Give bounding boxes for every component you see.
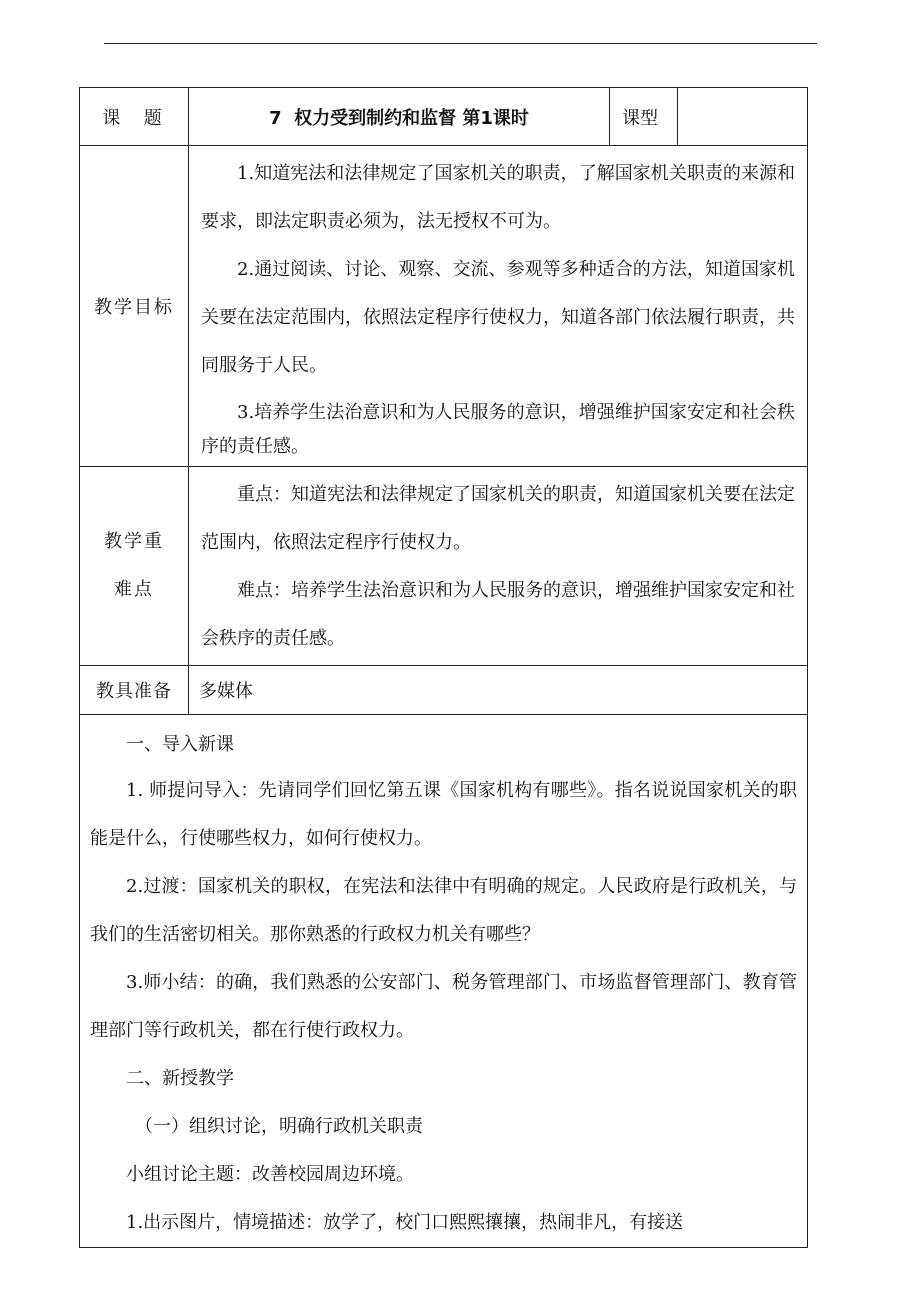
tools-label: 教具准备 xyxy=(80,666,189,715)
goals-content xyxy=(189,146,808,467)
key-points-label-line1: 教学重 xyxy=(104,531,164,552)
key-point-focus: 重点：知道宪法和法律规定了国家机关的职责，知道国家机关要在法定范围内，依照法定程序行使权力。 xyxy=(201,484,795,553)
key-points-label-line2: 难点 xyxy=(114,579,154,600)
lesson-title: 7 权力受到制约和监督 第1课时 xyxy=(189,88,610,146)
discussion-topic: 小组讨论主题：改善校园周边环境。 xyxy=(126,1164,414,1185)
section-intro-heading: 一、导入新课 xyxy=(126,734,234,755)
section-new-heading: 二、新授教学 xyxy=(126,1068,234,1089)
key-points-content xyxy=(189,467,808,666)
tools-row xyxy=(80,666,808,715)
key-points-row xyxy=(80,467,808,666)
goal-item-1: 1.知道宪法和法律规定了国家机关的职责，了解国家机关职责的来源和要求，即法定职责必须为，法无授权不可为。 xyxy=(201,163,795,232)
topic-label: 课 题 xyxy=(80,88,189,146)
topic-row xyxy=(80,88,808,146)
process-row xyxy=(80,715,808,1248)
subsection-heading: （一）组织讨论，明确行政机关职责 xyxy=(135,1116,423,1137)
goal-item-3: 3.培养学生法治意识和为人民服务的意识，增强维护国家安定和社会秩序的责任感。 xyxy=(201,402,795,457)
lesson-plan-table xyxy=(79,87,808,1248)
process-step-1: 1. 师提问导入：先请同学们回忆第五课《国家机构有哪些》。指名说说国家机关的职能是什么，行使哪些权力，如何行使权力。 xyxy=(90,780,797,849)
key-points-label xyxy=(80,467,189,666)
process-step-3: 3.师小结：的确，我们熟悉的公安部门、税务管理部门、市场监督管理部门、教育管理部门等行政机关，都在行使行政权力。 xyxy=(90,972,797,1041)
tools-value: 多媒体 xyxy=(189,666,808,715)
header-rule xyxy=(104,43,817,44)
goals-row xyxy=(80,146,808,467)
teaching-process xyxy=(80,715,808,1248)
goals-label: 教学目标 xyxy=(80,146,189,467)
key-point-difficulty: 难点：培养学生法治意识和为人民服务的意识，增强维护国家安定和社会秩序的责任感。 xyxy=(201,580,795,649)
lesson-type-value xyxy=(678,88,808,146)
goal-item-2: 2.通过阅读、讨论、观察、交流、参观等多种适合的方法，知道国家机关要在法定范围内，依照法定程序行使权力，知道各部门依法履行职责，共同服务于人民。 xyxy=(201,259,795,376)
lesson-type-label: 课型 xyxy=(610,88,678,146)
process-step-2: 2.过渡：国家机关的职权，在宪法和法律中有明确的规定。人民政府是行政机关，与我们的生活密切相关。那你熟悉的行政权力机关有哪些？ xyxy=(90,876,797,945)
process-item-1: 1.出示图片，情境描述：放学了，校门口熙熙攘攘，热闹非凡，有接送 xyxy=(126,1212,684,1233)
